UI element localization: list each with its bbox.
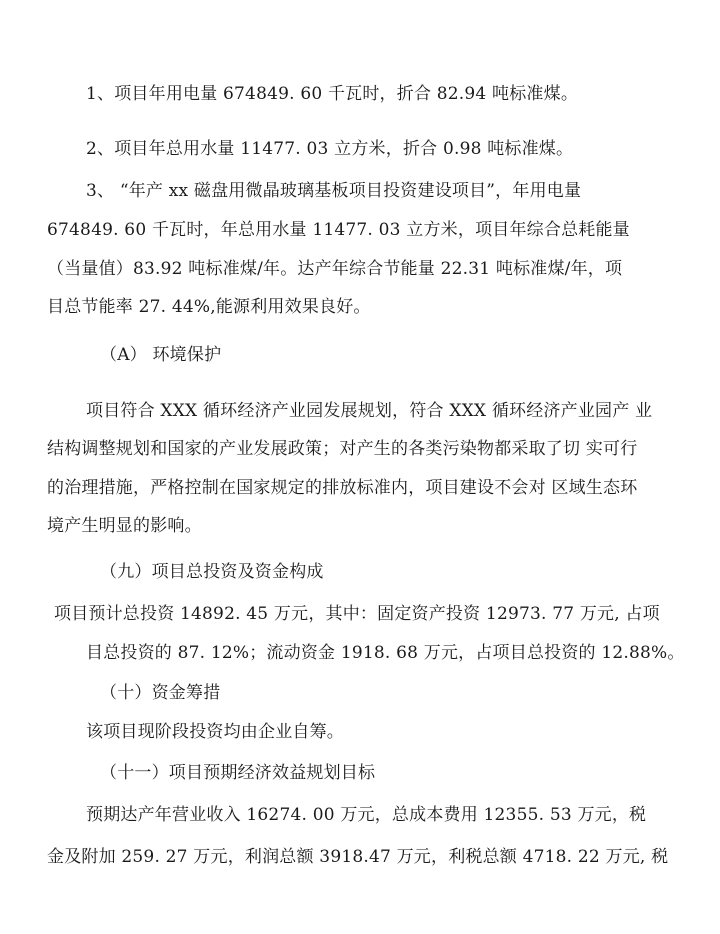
text-line-14: 目总投资的 87. 12%；流动资金 1918. 68 万元，占项目总投资的 12.88%。 [86,643,685,663]
text-line-5: （当量值）83.92 吨标准煤/年。达产年综合节能量 22.31 吨标准煤/年，项 [47,259,623,279]
text-line-9: 结构调整规划和国家的产业发展政策；对产生的各类污染物都采取了切 实可行 [47,439,638,459]
text-line-19: 金及附加 259. 27 万元，利润总额 3918.47 万元，利税总额 4718. 22 万元, 税 [47,847,669,867]
text-line-11: 境产生明显的影响。 [47,516,202,536]
text-line-13: 项目预计总投资 14892. 45 万元，其中：固定资产投资 12973. 77 万元, 占项 [54,604,660,624]
text-line-6: 目总节能率 27. 44%,能源利用效果良好。 [47,297,371,317]
text-line-1: 1、项目年用电量 674849. 60 千瓦时，折合 82.94 吨标准煤。 [86,84,579,104]
text-line-2: 2、项目年总用水量 11477. 03 立方米，折合 0.98 吨标准煤。 [86,139,574,159]
section-heading-economic-targets: （十一）项目预期经济效益规划目标 [100,763,376,783]
text-line-3: 3、 “年产 xx 磁盘用微晶玻璃基板项目投资建设项目”，年用电量 [86,181,582,201]
text-line-10: 的治理措施，严格控制在国家规定的排放标准内，项目建设不会对 区域生态环 [47,478,638,498]
section-heading-funding: （十）资金筹措 [100,683,221,703]
text-line-16: 该项目现阶段投资均由企业自筹。 [86,722,344,742]
text-line-8: 项目符合 XXX 循环经济产业园发展规划，符合 XXX 循环经济产业园产 业 [86,401,653,421]
text-line-4: 674849. 60 千瓦时，年总用水量 11477. 03 立方米，项目年综合总耗能量 [47,220,630,240]
section-heading-environment: （A） 环境保护 [100,345,222,365]
section-heading-investment: （九）项目总投资及资金构成 [100,562,324,582]
text-line-18: 预期达产年营业收入 16274. 00 万元，总成本费用 12355. 53 万元，税 [86,805,647,825]
